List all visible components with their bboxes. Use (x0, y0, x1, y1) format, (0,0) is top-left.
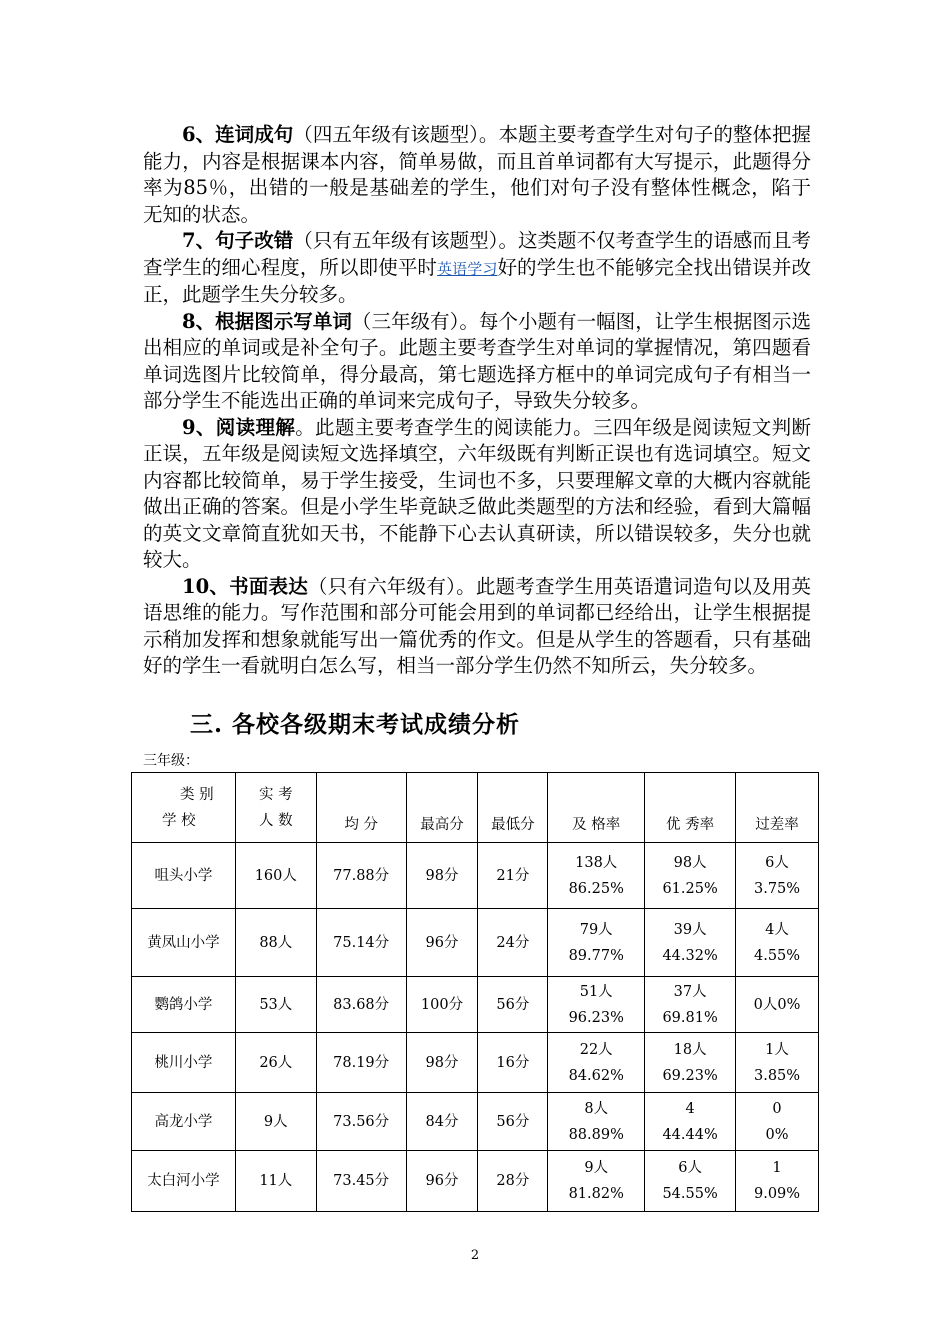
pass-cell (548, 1093, 645, 1151)
pass-cell (548, 909, 645, 977)
header-highest: 最高分 (406, 773, 478, 843)
paragraph-body: （四五年级有该题型）。本题主要考查学生对句子的整体把握能力，内容是根据课本内容，简单易做，而且首单词都有大写提示，此题得分率为85％，出错的一般是基础差的学生，他们对句子没有整体性概念，陷于无知的状态。 (143, 123, 811, 226)
lowest-score: 16分 (478, 1033, 548, 1093)
header-category-cell (132, 773, 236, 843)
paragraph-7 (143, 228, 811, 309)
fail-percent: 9.09% (753, 1186, 801, 1202)
page-number: 2 (470, 1248, 480, 1263)
table-row (132, 1151, 819, 1212)
fail-cell (736, 977, 819, 1033)
lowest-score: 24分 (478, 909, 548, 977)
fail-count: 1 (772, 1160, 782, 1176)
pass-count: 138人 (575, 854, 618, 871)
fail-percent: 3.75% (753, 880, 801, 897)
english-study-link[interactable]: 英语学习 (437, 259, 498, 278)
table-row (132, 909, 819, 977)
fail-count: 6人 (765, 854, 789, 871)
header-count-line1: 实 考 (258, 786, 293, 803)
paragraph-heading: 6、连词成句 (182, 123, 294, 146)
paragraph-body: 。此题主要考查学生的阅读能力。三四年级是阅读短文判断正误，五年级是阅读短文选择填空，六年级既有判断正误也有选词填空。短文内容都比较简单，易于学生接受，生词也不多，只要理解文章的大概内容就能做出正确的答案。但是小学生毕竟缺乏做此类题型的方法和经验，看到大篇幅的英文文章简直犹如天书，不能静下心去认真研读，所以错误较多，失分也就较大。 (143, 415, 811, 571)
table-row (132, 977, 819, 1033)
lowest-score: 28分 (478, 1151, 548, 1212)
paragraph-8 (143, 309, 811, 415)
excellent-percent: 61.25% (662, 880, 718, 897)
lowest-score: 21分 (478, 843, 548, 909)
lowest-score: 56分 (478, 1093, 548, 1151)
table-row (132, 1033, 819, 1093)
paragraph-10 (143, 574, 811, 680)
excellent-percent: 44.32% (662, 947, 718, 964)
fail-percent: 4.55% (753, 947, 801, 964)
paragraph-heading: 7、句子改错 (182, 229, 294, 252)
pass-percent: 88.89% (568, 1126, 624, 1143)
fail-cell (736, 843, 819, 909)
pass-cell (548, 1151, 645, 1212)
fail-cell (736, 1033, 819, 1093)
excellent-cell (645, 1151, 736, 1212)
excellent-percent: 69.23% (662, 1067, 718, 1084)
pass-percent: 81.82% (568, 1186, 624, 1202)
grade-label: 三年级： (143, 753, 199, 769)
highest-score: 100分 (406, 977, 478, 1033)
excellent-count: 18人 (673, 1041, 707, 1058)
excellent-cell (645, 1093, 736, 1151)
excellent-percent: 54.55% (662, 1186, 718, 1202)
header-fail-rate: 过差率 (736, 773, 819, 843)
excellent-count: 98人 (673, 854, 707, 871)
average-score: 78.19分 (316, 1033, 406, 1093)
header-count-cell (235, 773, 316, 843)
paragraph-6 (143, 122, 811, 228)
table-header-row (132, 773, 819, 843)
fail-cell (736, 909, 819, 977)
paragraph-heading: 8、根据图示写单词 (182, 309, 352, 333)
excellent-count: 37人 (673, 983, 707, 1000)
school-name: 高龙小学 (132, 1093, 236, 1151)
excellent-cell (645, 843, 736, 909)
highest-score: 98分 (406, 843, 478, 909)
highest-score: 84分 (406, 1093, 478, 1151)
header-school-label: 学 校 (162, 812, 196, 829)
header-category-label: 类 别 (180, 786, 214, 803)
exam-count: 160人 (235, 843, 316, 909)
paragraph-body: （只有五年级有该题型）。这类题不仅考查学生的语感而且考查学生的细心程度，所以即使平时 (143, 229, 811, 279)
pass-percent: 86.25% (568, 880, 624, 897)
excellent-cell (645, 977, 736, 1033)
fail-cell (736, 1093, 819, 1151)
school-name: 桃川小学 (132, 1033, 236, 1093)
fail-percent: 3.85% (753, 1067, 801, 1084)
highest-score: 96分 (406, 909, 478, 977)
fail-cell (736, 1151, 819, 1212)
paragraph-body-continued: 好的学生也不能够完全找出错误并改正，此题学生失分较多。 (143, 255, 811, 306)
fail-count: 1人 (765, 1041, 789, 1058)
excellent-percent: 44.44% (662, 1126, 718, 1143)
excellent-cell (645, 1033, 736, 1093)
average-score: 75.14分 (316, 909, 406, 977)
fail-count: 4人 (765, 921, 789, 938)
school-name: 咀头小学 (132, 843, 236, 909)
excellent-cell (645, 909, 736, 977)
pass-cell (548, 977, 645, 1033)
pass-count: 22人 (579, 1041, 613, 1058)
pass-percent: 96.23% (568, 1009, 624, 1026)
exam-count: 9人 (235, 1093, 316, 1151)
excellent-count: 4 (685, 1100, 695, 1117)
pass-count: 79人 (579, 921, 613, 938)
header-average: 均 分 (316, 773, 406, 843)
excellent-count: 6人 (678, 1160, 702, 1176)
average-score: 73.56分 (316, 1093, 406, 1151)
exam-count: 88人 (235, 909, 316, 977)
header-lowest: 最低分 (478, 773, 548, 843)
excellent-count: 39人 (673, 921, 707, 938)
body-text (143, 122, 811, 680)
header-excellent-rate: 优 秀率 (645, 773, 736, 843)
excellent-percent: 69.81% (662, 1009, 718, 1026)
paragraph-heading: 9、阅读理解 (182, 415, 296, 439)
average-score: 77.88分 (316, 843, 406, 909)
section-title: 三. 各校各级期末考试成绩分析 (190, 711, 521, 738)
highest-score: 98分 (406, 1033, 478, 1093)
exam-count: 11人 (235, 1151, 316, 1212)
pass-cell (548, 843, 645, 909)
fail-percent: 0% (765, 1126, 789, 1143)
school-name: 黄凤山小学 (132, 909, 236, 977)
fail-count: 0人0% (753, 996, 801, 1013)
school-name: 太白河小学 (132, 1151, 236, 1212)
highest-score: 96分 (406, 1151, 478, 1212)
lowest-score: 56分 (478, 977, 548, 1033)
exam-count: 53人 (235, 977, 316, 1033)
pass-cell (548, 1033, 645, 1093)
header-count-line2: 人 数 (258, 812, 293, 829)
pass-count: 9人 (584, 1160, 609, 1176)
score-table (131, 772, 819, 1212)
table-row (132, 843, 819, 909)
fail-count: 0 (772, 1100, 782, 1117)
paragraph-heading: 10、书面表达 (182, 574, 309, 598)
exam-count: 26人 (235, 1033, 316, 1093)
pass-count: 8人 (584, 1100, 609, 1117)
header-pass-rate: 及 格率 (548, 773, 645, 843)
school-name: 鹦鸽小学 (132, 977, 236, 1033)
pass-percent: 89.77% (568, 947, 624, 964)
average-score: 73.45分 (316, 1151, 406, 1212)
paragraph-body: （只有六年级有）。此题考查学生用英语遣词造句以及用英语思维的能力。写作范围和部分可能会用到的单词都已经给出，让学生根据提示稍加发挥和想象就能写出一篇优秀的作文。但是从学生的答题看，只有基础好的学生一看就明白怎么写，相当一部分学生仍然不知所云，失分较多。 (143, 574, 811, 677)
table-row (132, 1093, 819, 1151)
paragraph-body: （三年级有）。每个小题有一幅图，让学生根据图示选出相应的单词或是补全句子。此题主要考查学生对单词的掌握情况，第四题看单词选图片比较简单，得分最高，第七题选择方框中的单词完成句子有相当一部分学生不能选出正确的单词来完成句子，导致失分较多。 (143, 309, 811, 412)
average-score: 83.68分 (316, 977, 406, 1033)
pass-count: 51人 (579, 983, 613, 1000)
pass-percent: 84.62% (568, 1067, 624, 1084)
paragraph-9 (143, 415, 811, 574)
